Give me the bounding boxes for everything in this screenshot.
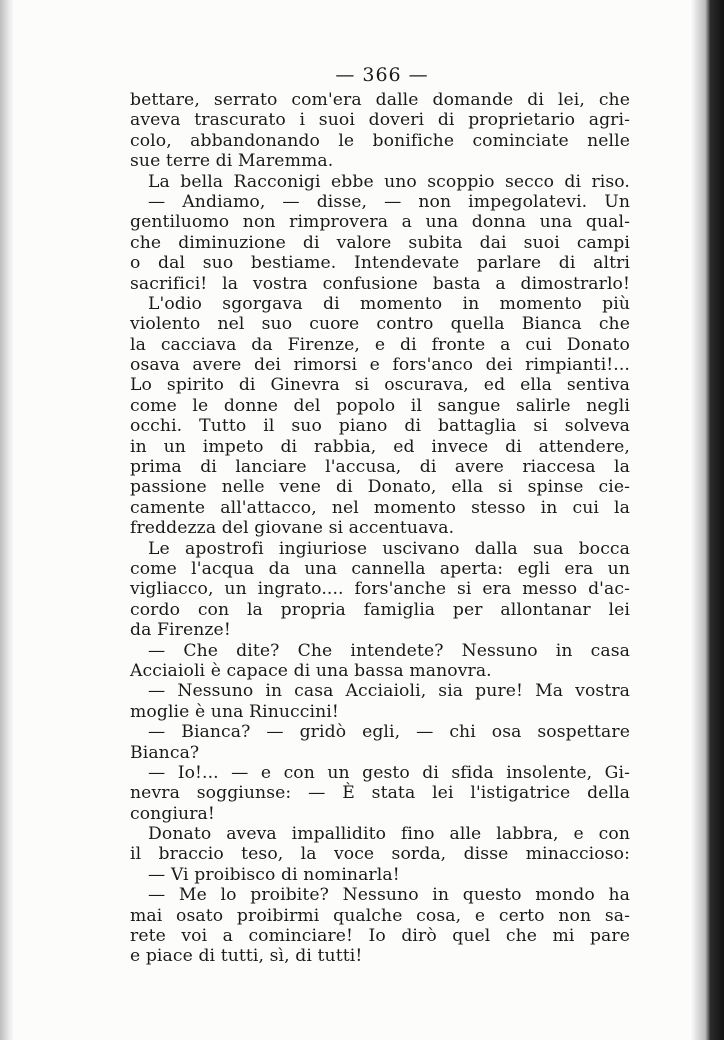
text-line: — Io!... — e con un gesto di sfida insolente, Gi- [148,762,630,783]
text-line: mai osato proibirmi qualche cosa, e certo non sa- [130,905,630,926]
text-line: e piace di tutti, sì, di tutti! [130,946,363,967]
page-edge-shadow [690,0,724,1040]
page-gutter-shadow [0,0,14,1040]
text-line: Le apostrofi ingiuriose uscivano dalla sua bocca [148,538,630,559]
text-line: Donato aveva impallidito fino alle labbra, e con [148,824,630,845]
text-line: la cacciava da Firenze, e di fronte a cui Donato [130,334,630,355]
text-line: La bella Racconigi ebbe uno scoppio secco di riso. [148,171,630,192]
text-line: osava avere dei rimorsi e fors'anco dei rimpianti!... [130,355,630,376]
text-line: — Me lo proibite? Nessuno in questo mondo ha [148,885,630,906]
text-line: violento nel suo cuore contro quella Bianca che [130,314,630,335]
text-line: — Vi proibisco di nominarla! [148,864,400,885]
text-line: aveva trascurato i suoi doveri di proprietario agri- [130,110,630,131]
text-line: che diminuzione di valore subita dai suoi campi [130,232,630,253]
text-line: Acciaioli è capace di una bassa manovra. [130,660,492,681]
text-line: o dal suo bestiame. Intendevate parlare di altri [130,253,630,274]
text-line: camente all'attacco, nel momento stesso in cui la [130,497,630,518]
text-line: — Che dite? Che intendete? Nessuno in casa [148,640,630,661]
text-line: — Bianca? — gridò egli, — chi osa sospettare [148,722,630,743]
text-line: rete voi a cominciare! Io dirò quel che mi pare [130,926,630,947]
text-line: come le donne del popolo il sangue salirle negli [130,395,630,416]
text-line: da Firenze! [130,620,231,641]
body-text [130,90,630,967]
text-line: colo, abbandonando le bonifiche cominciate nelle [130,130,630,151]
text-line: occhi. Tutto il suo piano di battaglia si solveva [130,416,630,437]
text-line: in un impeto di rabbia, ed invece di attendere, [130,436,630,457]
text-line: come l'acqua da una cannella aperta: egli era un [130,558,630,579]
text-line: prima di lanciare l'accusa, di avere riaccesa la [130,457,630,478]
text-line: Lo spirito di Ginevra si oscurava, ed ella sentiva [130,375,630,396]
text-line: congiura! [130,803,215,824]
text-line: passione nelle vene di Donato, ella si spinse cie- [130,477,630,498]
text-line: cordo con la propria famiglia per allontanar lei [130,599,630,620]
text-line: il braccio teso, la voce sorda, disse minaccioso: [130,844,630,865]
text-line: — Nessuno in casa Acciaioli, sia pure! Ma vostra [148,681,630,702]
text-line: sue terre di Maremma. [130,151,334,172]
text-line: bettare, serrato com'era dalle domande di lei, che [130,90,630,110]
text-line: sacrifici! la vostra confusione basta a dimostrarlo! [130,273,630,294]
text-line: moglie è una Rinuccini! [130,701,339,722]
text-line: Bianca? [130,742,200,763]
text-line: nevra soggiunse: — È stata lei l'istigatrice della [130,783,630,804]
text-line: freddezza del giovane si accentuava. [130,518,455,539]
text-line: L'odio sgorgava di momento in momento più [148,293,630,314]
text-line: vigliacco, un ingrato.... fors'anche si era messo d'ac- [130,579,630,600]
text-line: gentiluomo non rimprovera a una donna una qual- [130,212,630,233]
text-line: — Andiamo, — disse, — non impegolatevi. Un [148,191,630,212]
page-number: — 366 — [335,64,429,86]
